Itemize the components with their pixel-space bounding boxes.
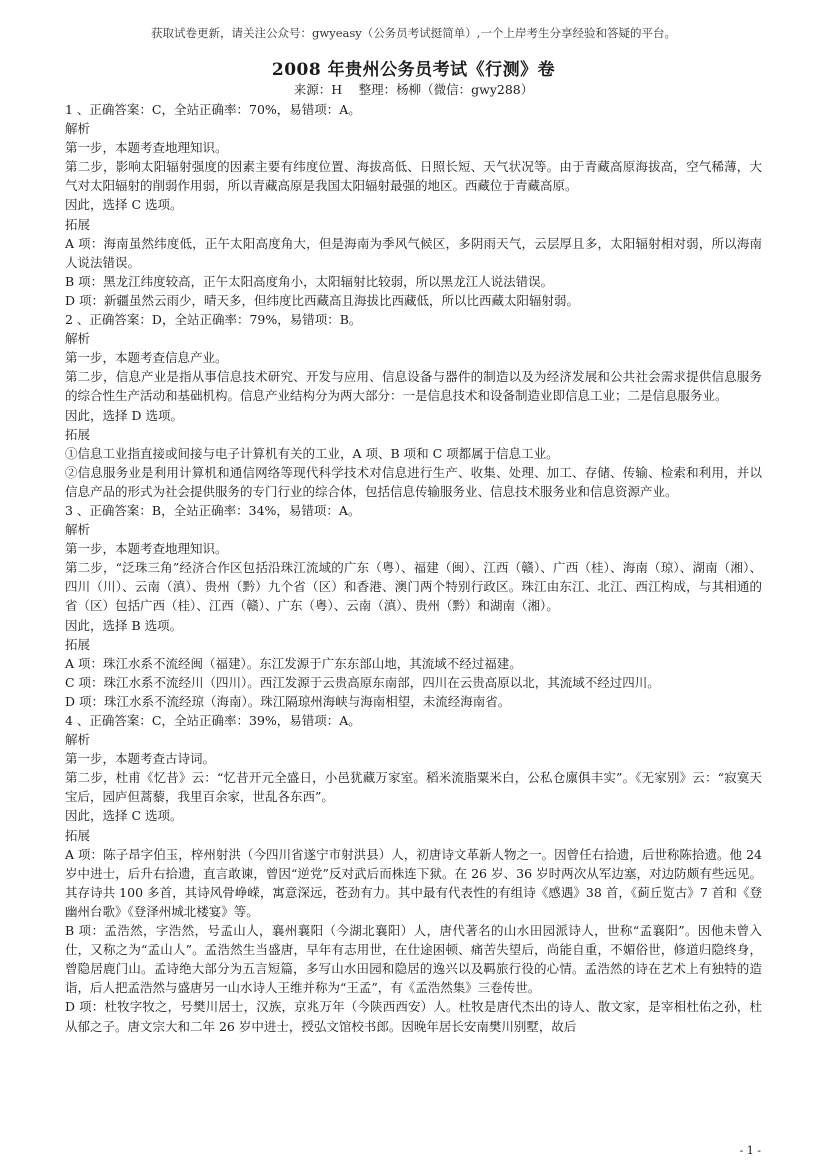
paragraph: 第二步，影响太阳辐射强度的因素主要有纬度位置、海拔高低、日照长短、天气状况等。由于青藏高原海拔高，空气稀薄，大气对太阳辐射的削弱作用弱，所以青藏高原是我国太阳辐射最强的地区。西藏位于青藏高原。 [65, 159, 762, 194]
page-number: - 1 - [739, 1144, 761, 1157]
paragraph: 因此，选择 C 选项。 [65, 808, 183, 824]
paragraph: 第一步，本题考查古诗词。 [65, 751, 216, 767]
header-note: 获取试卷更新，请关注公众号：gwyeasy（公务员考试挺简单）,一个上岸考生分享经验和答疑的平台。 [151, 26, 676, 40]
paragraph: D 项：新疆虽然云雨少，晴天多，但纬度比西藏高且海拔比西藏低，所以比西藏太阳辐射弱。 [65, 292, 579, 308]
paragraph: 因此，选择 C 选项。 [65, 197, 183, 213]
paragraph: 第二步，信息产业是指从事信息技术研究、开发与应用、信息设备与器件的制造以及为经济发展和公共社会需求提供信息服务的综合性生产活动和基础机构。信息产业结构分为两大部分：一是信息技术和设备制造业即信息工业；二是信息服务业。 [65, 369, 762, 404]
paragraph: 第一步，本题考查信息产业。 [65, 350, 228, 366]
section-heading-analysis: 解析 [65, 732, 91, 748]
paragraph: 第二步，“泛珠三角”经济合作区包括沿珠江流域的广东（粤）、福建（闽）、江西（赣）、广西（桂）、海南（琼）、湖南（湘）、四川（川）、云南（滇）、贵州（黔）九个省（区）和香港、澳门两个特别行政区。珠江由东江、北江、西江构成，与其相通的省（区）包括广西（桂）、江西（赣）、广东（粤）、云南（滇）、贵州（黔）和湖南（湘）。 [65, 560, 762, 614]
paragraph: A 项：海南虽然纬度低，正午太阳高度角大，但是海南为季风气候区，多阴雨天气，云层厚且多，太阳辐射相对弱，所以海南人说法错误。 [65, 235, 762, 270]
paragraph: C 项：珠江水系不流经川（四川）。西江发源于云贵高原东南部，四川在云贵高原以北，其流域不经过四川。 [65, 674, 660, 690]
paragraph: 因此，选择 B 选项。 [65, 617, 183, 633]
paragraph: B 项：黑龙江纬度较高，正午太阳高度角小，太阳辐射比较弱，所以黑龙江人说法错误。 [65, 273, 554, 289]
paragraph: A 项：珠江水系不流经闽（福建）。东江发源于广东东部山地，其流域不经过福建。 [65, 655, 522, 671]
section-heading-analysis: 解析 [65, 331, 91, 347]
section-heading-analysis: 解析 [65, 522, 91, 538]
document-title: 2008 年贵州公务员考试《行测》卷 [271, 60, 556, 80]
paragraph: D 项：杜牧字牧之，号樊川居士，汉族，京兆万年（今陕西西安）人。杜牧是唐代杰出的诗人、散文家，是宰相杜佑之孙，杜从郁之子。唐文宗大和二年 26 岁中进士，授弘文馆校书郎。因晚年居长安南樊川别墅，故后 [65, 999, 762, 1034]
paragraph: ②信息服务业是利用计算机和通信网络等现代科学技术对信息进行生产、收集、处理、加工、存储、传输、检索和利用，并以信息产品的形式为社会提供服务的专门行业的综合体，包括信息传输服务业、信息技术服务业和信息资源产业。 [65, 464, 762, 499]
section-heading-analysis: 解析 [65, 121, 91, 137]
paragraph: ①信息工业指直接或间接与电子计算机有关的工业，A 项、B 项和 C 项都属于信息工业。 [65, 445, 559, 461]
paragraph: 因此，选择 D 选项。 [65, 407, 183, 423]
paragraph: 第一步，本题考查地理知识。 [65, 541, 228, 557]
section-heading-extension: 拓展 [65, 827, 91, 843]
section-heading-extension: 拓展 [65, 426, 91, 442]
paragraph: 第一步，本题考查地理知识。 [65, 140, 228, 156]
source-line: 来源：H 整理：杨柳（微信：gwy288） [293, 82, 534, 97]
paragraph: 第二步，杜甫《忆昔》云：“忆昔开元全盛日，小邑犹藏万家室。稻米流脂粟米白，公私仓廪俱丰实”。《无家别》云：“寂寞天宝后，园庐但蒿藜，我里百余家，世乱各东西”。 [65, 770, 762, 805]
section-heading-extension: 拓展 [65, 636, 91, 652]
answer-line-q2: 2 、正确答案：D，全站正确率：79%，易错项：B。 [65, 312, 362, 328]
section-heading-extension: 拓展 [65, 216, 91, 232]
answer-line-q4: 4 、正确答案：C，全站正确率：39%，易错项：A。 [65, 713, 361, 728]
answer-line-q3: 3 、正确答案：B，全站正确率：34%，易错项：A。 [65, 502, 361, 518]
paragraph: A 项：陈子昂字伯玉，梓州射洪（今四川省遂宁市射洪县）人，初唐诗文革新人物之一。因曾任右拾遗，后世称陈拾遗。他 24 岁中进士，后升右拾遗，直言敢谏，曾因“逆党”反对武后而株连下狱。在 26 岁、36 岁时两次从军边塞，对边防颇有些远见。其存诗共 100 多首，其诗风骨峥嵘，寓意深远，苍劲有力。其中最有代表性的有组诗《感遇》38 首，《蓟丘览古》7 首和《登幽州台歌》《登泽州城北楼宴》等。 [65, 846, 762, 919]
paragraph: B 项：孟浩然，字浩然，号孟山人，襄州襄阳（今湖北襄阳）人，唐代著名的山水田园派诗人，世称“孟襄阳”。因他未曾入仕，又称之为“孟山人”。孟浩然生当盛唐，早年有志用世，在仕途困顿、痛苦失望后，尚能自重，不媚俗世，修道归隐终身，曾隐居鹿门山。孟诗绝大部分为五言短篇，多写山水田园和隐居的逸兴以及羁旅行役的心情。孟浩然的诗在艺术上有独特的造诣，后人把孟浩然与盛唐另一山水诗人王维并称为“王孟”，有《孟浩然集》三卷传世。 [65, 923, 762, 996]
answer-line-q1: 1 、正确答案：C，全站正确率：70%，易错项：A。 [65, 102, 361, 117]
paragraph: D 项：珠江水系不流经琼（海南）。珠江隔琼州海峡与海南相望，未流经海南省。 [65, 693, 511, 709]
document-body [65, 100, 762, 1036]
